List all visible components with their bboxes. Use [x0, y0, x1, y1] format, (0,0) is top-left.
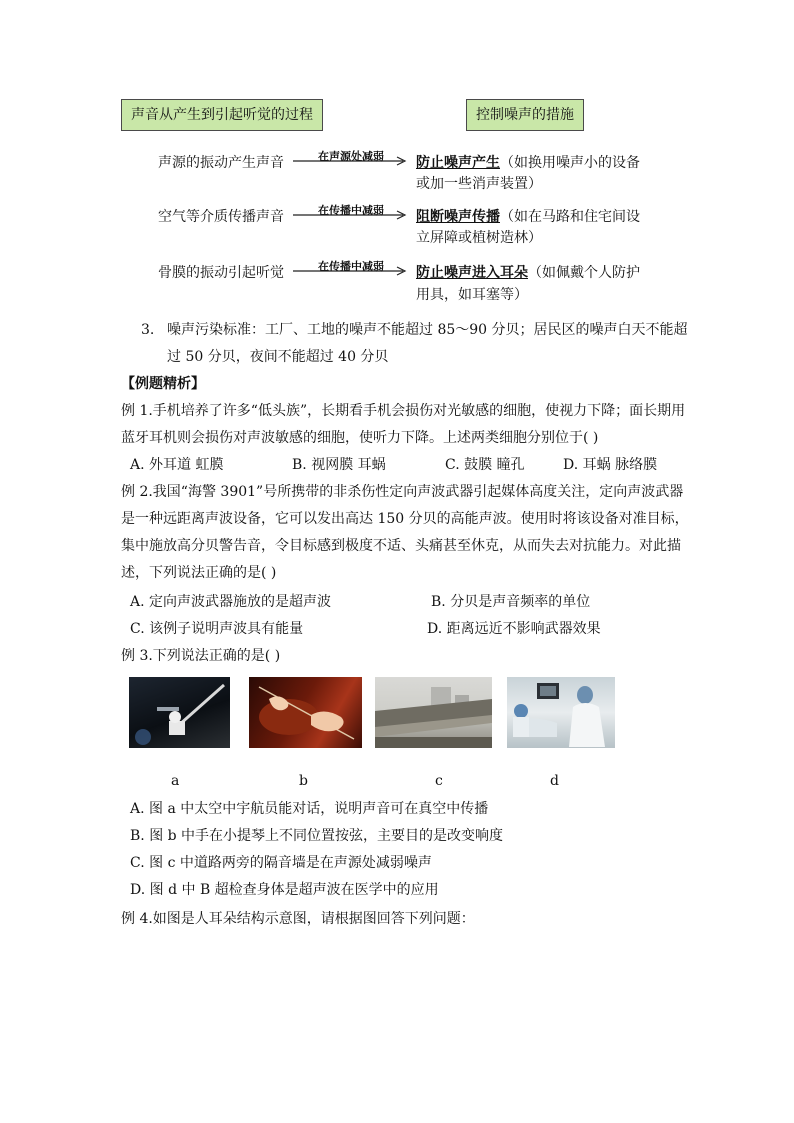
measures-box: 控制噪声的措施: [466, 99, 584, 131]
row3-arrow-label: 在传播中减弱: [318, 260, 384, 273]
ex2-option-a: A. 定向声波武器施放的是超声波: [130, 594, 332, 610]
ex2-option-d: D. 距离远近不影响武器效果: [427, 621, 601, 637]
caption-d: d: [550, 773, 559, 789]
caption-b: b: [299, 773, 308, 789]
photo-a-astronaut: [129, 677, 230, 748]
row2-source: 空气等介质传播声音: [158, 209, 284, 225]
ex1-line1: 例 1.手机培养了许多“低头族”，长期看手机会损伤对光敏感的细胞，使视力下降；面长期用: [121, 403, 686, 419]
ex1-option-b: B. 视网膜 耳蜗: [292, 457, 386, 473]
row2-detail-1: （如在马路和住宅间设: [500, 209, 640, 225]
row2-arrow-icon: [293, 210, 411, 220]
row1-source: 声源的振动产生声音: [158, 155, 284, 171]
ex2-line1: 例 2.我国“海警 3901”号所携带的非杀伤性定向声波武器引起媒体高度关注，定向声波武器: [121, 484, 684, 500]
item3-line1: 噪声污染标准：工厂、工地的噪声不能超过 85～90 分贝；居民区的噪声白天不能超: [167, 322, 688, 338]
caption-a: a: [171, 773, 180, 789]
item3-line2: 过 50 分贝，夜间不能超过 40 分贝: [167, 349, 389, 365]
ex3-option-d: D. 图 d 中 B 超检查身体是超声波在医学中的应用: [130, 882, 439, 898]
ex3-option-b: B. 图 b 中手在小提琴上不同位置按弦，主要目的是改变响度: [130, 828, 504, 844]
process-box: 声音从产生到引起听觉的过程: [121, 99, 323, 131]
row2-measure: [416, 208, 640, 226]
row1-arrow-icon: [293, 156, 411, 166]
row3-measure-name: 防止噪声进入耳朵: [416, 265, 528, 281]
row2-measure-name: 阻断噪声传播: [416, 209, 500, 225]
section-title: [121, 375, 205, 393]
ex2-line2: 是一种远距离声波设备，它可以发出高达 150 分贝的高能声波。使用时将该设备对准目标，: [121, 511, 689, 527]
ex3-option-a: A. 图 a 中太空中宇航员能对话，说明声音可在真空中传播: [130, 801, 489, 817]
ex1-option-a: A. 外耳道 虹膜: [130, 457, 224, 473]
photo-c-graphic: [375, 677, 492, 748]
photo-d-graphic: [507, 677, 615, 748]
ex4-line1: 例 4.如图是人耳朵结构示意图，请根据图回答下列问题：: [121, 911, 475, 927]
photo-a-graphic: [129, 677, 230, 748]
row1-detail-2: 或加一些消声装置）: [416, 176, 542, 192]
row2-arrow-label: 在传播中减弱: [318, 204, 384, 217]
photo-b-graphic: [249, 677, 362, 748]
ex2-line4: 述，下列说法正确的是( ): [121, 565, 277, 581]
row3-measure: [416, 264, 640, 282]
photo-d-ultrasound: [507, 677, 615, 748]
photo-c-noise-barrier: [375, 677, 492, 748]
row3-arrow-icon: [293, 266, 411, 276]
ex3-line1: 例 3.下列说法正确的是( ): [121, 648, 281, 664]
row3-detail-1: （如佩戴个人防护: [528, 265, 640, 281]
ex2-line3: 集中施放高分贝警告音，令目标感到极度不适、头痛甚至休克，从而失去对抗能力。对此描: [121, 538, 681, 554]
item3-number: 3.: [141, 322, 155, 338]
caption-c: c: [435, 773, 443, 789]
ex1-option-d: D. 耳蜗 脉络膜: [563, 457, 658, 473]
ex2-option-c: C. 该例子说明声波具有能量: [130, 621, 304, 637]
section-title-text: 【例题精析】: [121, 376, 205, 392]
row1-arrow-label: 在声源处减弱: [318, 150, 384, 163]
photo-b-violin: [249, 677, 362, 748]
ex1-line2: 蓝牙耳机则会损伤对声波敏感的细胞，使听力下降。上述两类细胞分别位于( ): [121, 430, 599, 446]
row3-detail-2: 用具，如耳塞等）: [416, 287, 528, 303]
row1-measure: [416, 154, 640, 172]
row3-source: 骨膜的振动引起听觉: [158, 265, 284, 281]
row1-measure-name: 防止噪声产生: [416, 155, 500, 171]
ex3-option-c: C. 图 c 中道路两旁的隔音墙是在声源处减弱噪声: [130, 855, 432, 871]
ex2-option-b: B. 分贝是声音频率的单位: [431, 594, 591, 610]
ex1-option-c: C. 鼓膜 瞳孔: [445, 457, 525, 473]
row1-detail-1: （如换用噪声小的设备: [500, 155, 640, 171]
row2-detail-2: 立屏障或植树造林）: [416, 230, 542, 246]
